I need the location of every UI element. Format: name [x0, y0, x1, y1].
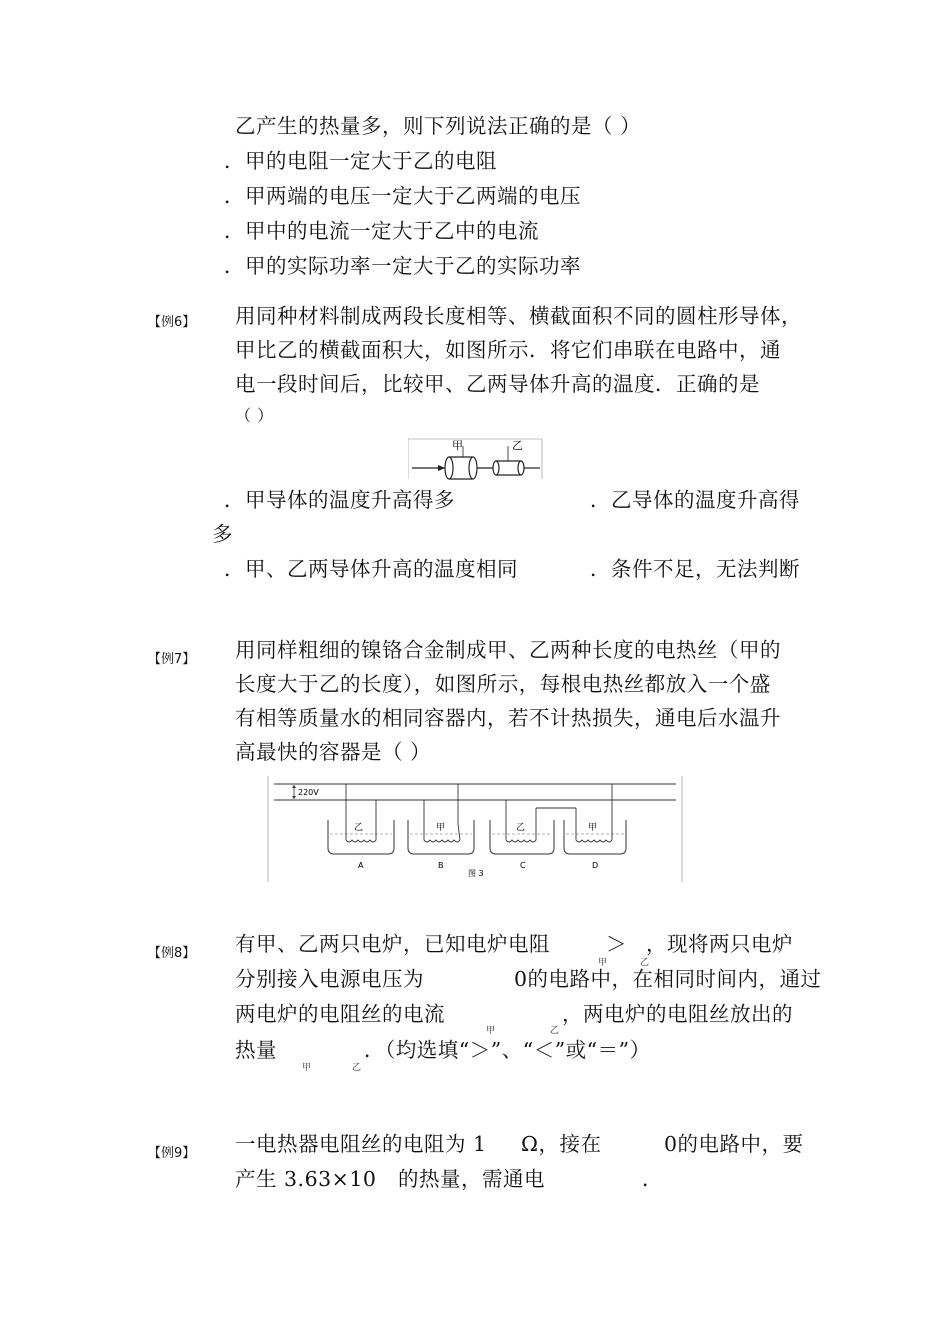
q6-conductor-figure	[408, 437, 543, 481]
q6-line-3: 电一段时间后，比较甲、乙两导体升高的温度．正确的是	[235, 372, 760, 396]
q6-label-jia: 甲	[452, 439, 463, 452]
q6-option-a: ．甲导体的温度升高得多	[224, 488, 455, 512]
q7-line-3: 有相等质量水的相同容器内，若不计热损失，通电后水温升	[235, 706, 781, 730]
q6-conductor-b-face	[518, 461, 524, 475]
q8-sub-4: 乙	[550, 1026, 560, 1036]
q6-option-b: ．乙导体的温度升高得	[590, 488, 800, 512]
q5-option-a: ．甲的电阻一定大于乙的电阻	[224, 149, 497, 173]
q6-conductor-a-end	[445, 457, 453, 479]
q8-line-2b: 0的电路中，在相同时间内，通过	[514, 967, 822, 991]
q6-conductor-a-face	[469, 457, 477, 479]
q6-line-4: （ ）	[235, 406, 274, 425]
q8-tag: 【例8】	[148, 946, 196, 961]
q6-label-yi: 乙	[512, 439, 523, 452]
q7-voltage-label: 220V	[298, 788, 319, 797]
q5-option-b: ．甲两端的电压一定大于乙两端的电压	[224, 184, 581, 208]
q7-container-d-letter: D	[592, 861, 599, 870]
q9-line-2a: 产生 3.63×10	[235, 1167, 377, 1191]
q9-line-1c: 0的电路中，要	[664, 1132, 804, 1156]
q7-container-a-label: 乙	[354, 823, 364, 833]
q5-option-c: ．甲中的电流一定大于乙中的电流	[224, 219, 539, 243]
q8-line-3b: ，两电炉的电阻丝放出的	[562, 1002, 793, 1026]
q7-tag: 【例7】	[148, 652, 196, 667]
q7-container-b-letter: B	[438, 861, 444, 870]
q6-arrow-icon	[438, 465, 445, 471]
q8-line-3a: 两电炉的电阻丝的电流	[235, 1002, 445, 1026]
q9-line-2c: ．	[642, 1167, 663, 1191]
q7-container-b	[408, 784, 474, 870]
q5-option-d: ．甲的实际功率一定大于乙的实际功率	[224, 254, 581, 278]
q9-line-2b: 的热量，需通电	[398, 1167, 545, 1191]
q6-conductor-b-end	[493, 461, 499, 475]
q7-line-2: 长度大于乙的长度），如图所示，每根电热丝都放入一个盛	[235, 672, 771, 696]
q7-container-a-letter: A	[358, 861, 364, 870]
q7-container-c	[490, 800, 576, 870]
q7-container-c-letter: C	[520, 861, 526, 870]
q8-sub-6: 乙	[352, 1063, 362, 1073]
q6-option-c: ．甲、乙两导体升高的温度相同	[224, 557, 518, 581]
q6-tag: 【例6】	[148, 315, 196, 330]
q8-line-2a: 分别接入电源电压为	[235, 967, 424, 991]
q8-line-4b: ．（均选填“＞”、“＜”或“＝”）	[364, 1038, 651, 1062]
q8-sub-2: 乙	[640, 958, 650, 968]
q8-line-1b: ＞	[606, 932, 627, 956]
q7-line-1: 用同样粗细的镍铬合金制成甲、乙两种长度的电热丝（甲的	[235, 638, 781, 662]
q8-line-1c: ，现将两只电炉	[646, 932, 793, 956]
q9-line-1a: 一电热器电阻丝的电阻为 1	[235, 1132, 487, 1156]
q6-option-b-wrap: 多	[212, 522, 233, 546]
q8-sub-3: 甲	[486, 1026, 496, 1036]
q7-container-a	[328, 784, 394, 870]
q8-line-4a: 热量	[235, 1038, 277, 1062]
q7-figure-caption: 图 3	[468, 869, 484, 878]
q7-container-b-label: 甲	[436, 823, 446, 833]
q6-line-2: 甲比乙的横截面积大，如图所示．将它们串联在电路中，通	[235, 338, 781, 362]
q7-line-4: 高最快的容器是（ ）	[235, 740, 432, 764]
q6-line-1: 用同种材料制成两段长度相等、横截面积不同的圆柱形导体，	[235, 304, 802, 328]
q8-sub-5: 甲	[302, 1063, 312, 1073]
q5-stem-end: 乙产生的热量多，则下列说法正确的是（ ）	[235, 114, 642, 138]
q9-tag: 【例9】	[148, 1146, 196, 1161]
q9-line-1b: Ω，接在	[521, 1132, 602, 1156]
q6-option-d: ．条件不足，无法判断	[590, 557, 800, 581]
q7-container-c-label: 乙	[516, 823, 526, 833]
q7-circuit-figure	[266, 776, 684, 882]
q7-container-d	[564, 784, 626, 870]
q8-line-1a: 有甲、乙两只电炉，已知电炉电阻	[235, 932, 550, 956]
q7-container-d-label: 甲	[588, 823, 598, 833]
q8-sub-1: 甲	[598, 958, 608, 968]
